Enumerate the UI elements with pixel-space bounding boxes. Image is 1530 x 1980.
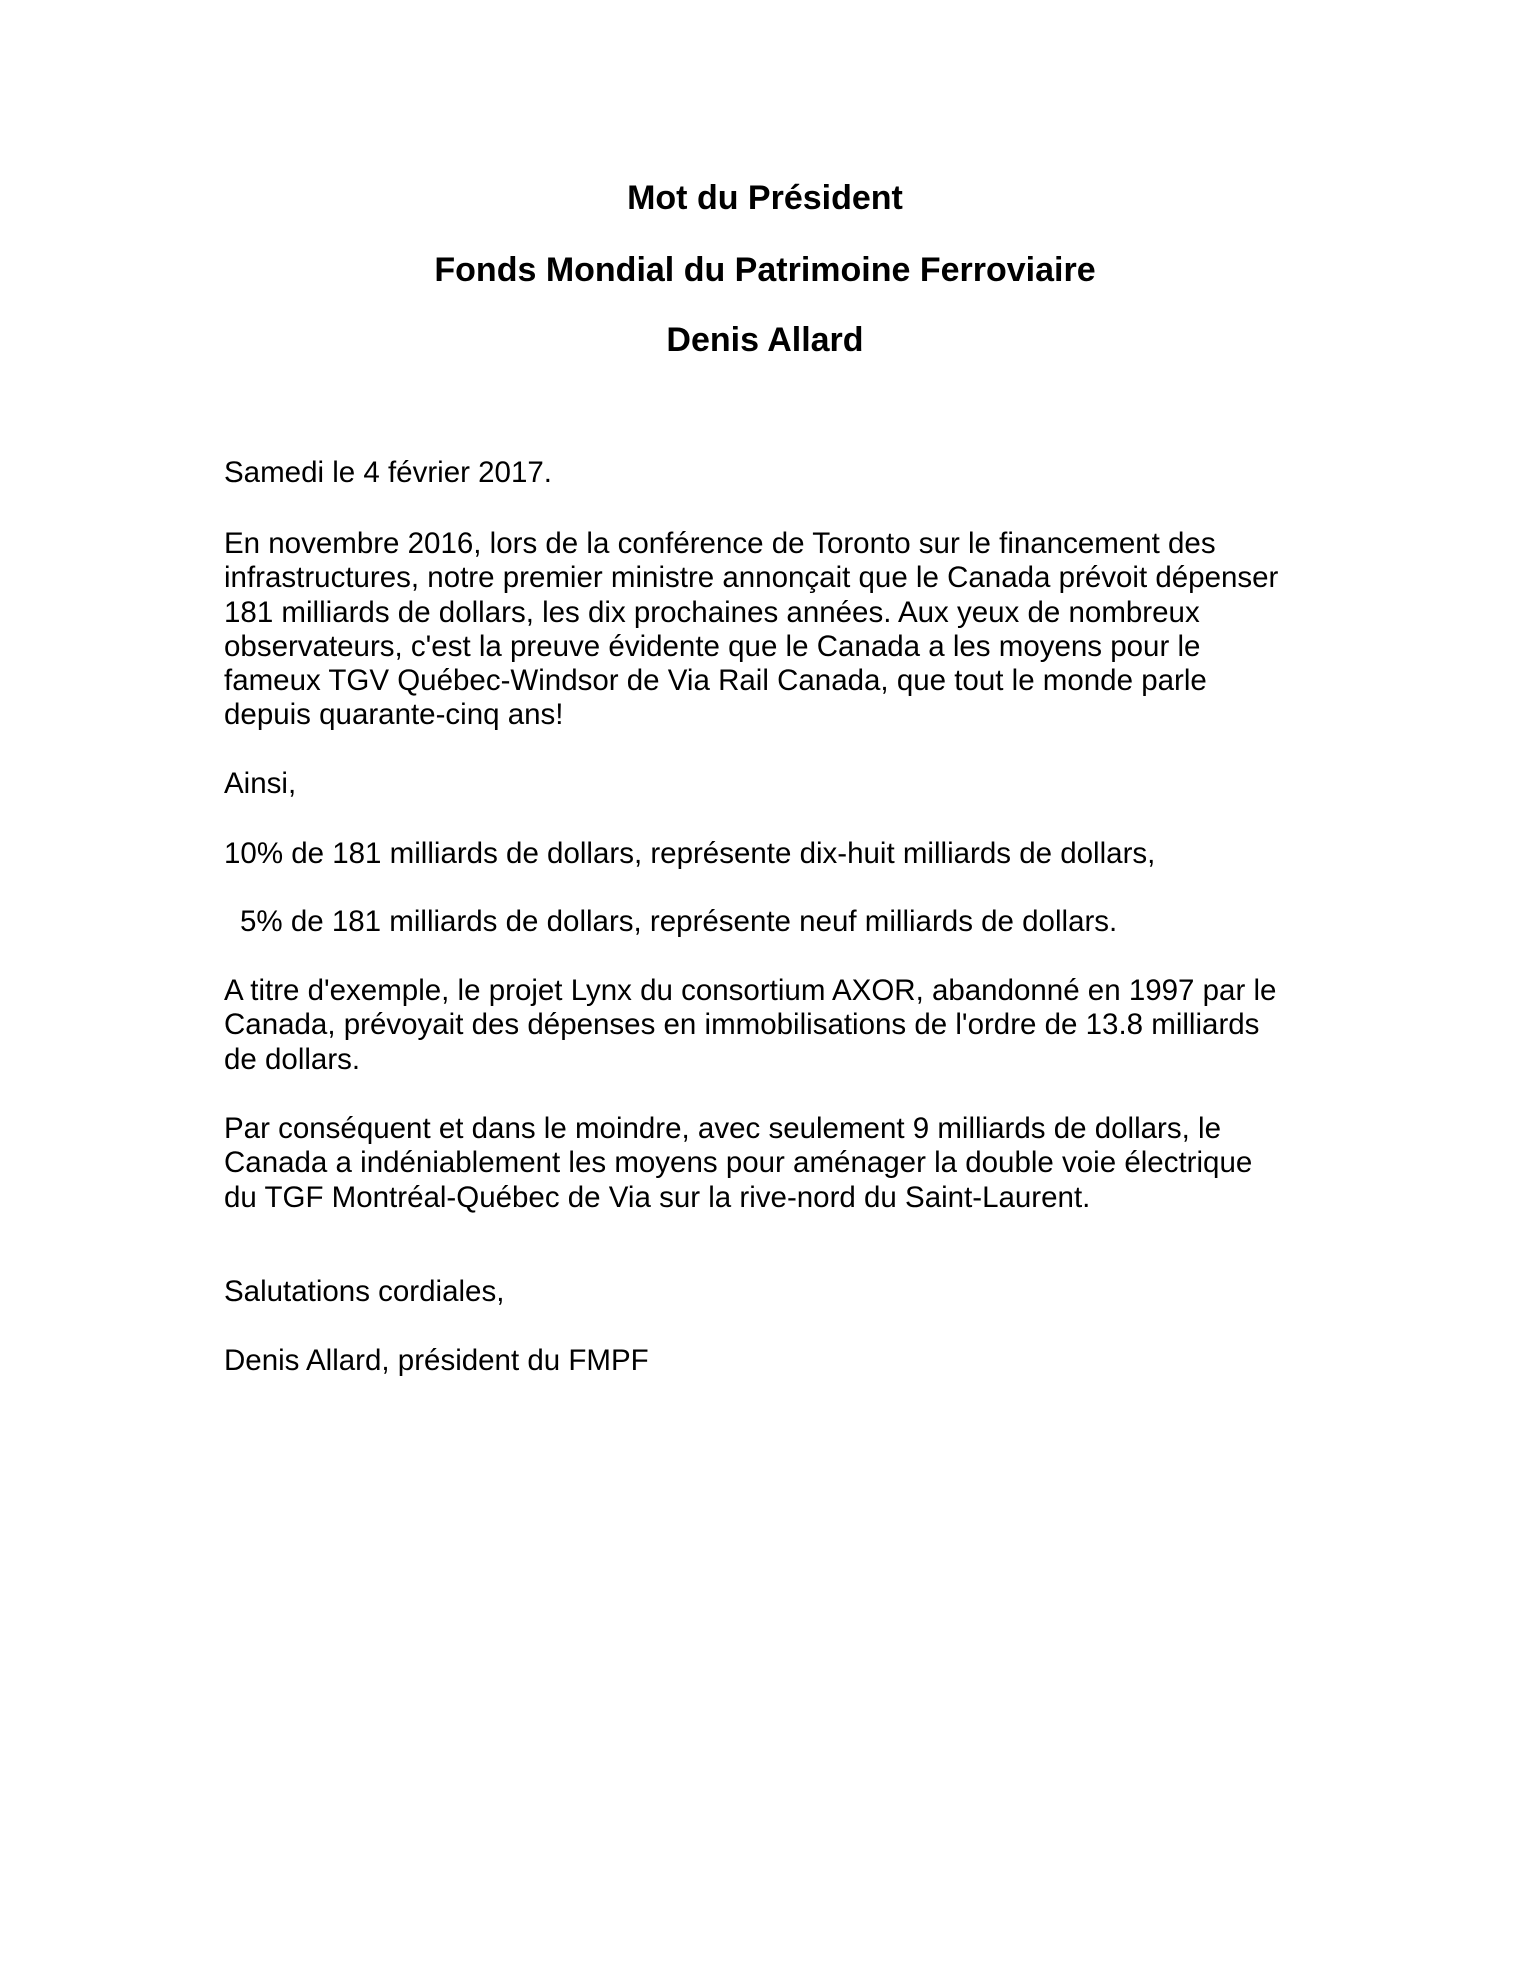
ten-percent-line: 10% de 181 milliards de dollars, représente dix-huit milliards de dollars, xyxy=(224,837,1156,870)
ainsi-paragraph: Ainsi, xyxy=(224,767,297,800)
intro-line: En novembre 2016, lors de la conférence de Toronto sur le financement des xyxy=(224,527,1216,560)
intro-line: infrastructures, notre premier ministre annonçait que le Canada prévoit dépenser xyxy=(224,561,1279,595)
example-line: A titre d'exemple, le projet Lynx du consortium AXOR, abandonné en 1997 par le xyxy=(224,974,1277,1007)
closing-salutation: Salutations cordiales, xyxy=(224,1275,505,1308)
letter-date: Samedi le 4 février 2017. xyxy=(224,456,552,489)
intro-line: 181 milliards de dollars, les dix prochaines années. Aux yeux de nombreux xyxy=(224,595,1200,629)
conclusion-paragraph xyxy=(224,1112,1344,1215)
conclusion-line: Canada a indéniablement les moyens pour aménager la double voie électrique xyxy=(224,1146,1253,1180)
example-line: Canada, prévoyait des dépenses en immobilisations de l'ordre de 13.8 milliards xyxy=(224,1008,1260,1042)
intro-line: fameux TGV Québec-Windsor de Via Rail Canada, que tout le monde parle xyxy=(224,664,1207,698)
conclusion-line: du TGF Montréal-Québec de Via sur la rive-nord du Saint-Laurent. xyxy=(224,1180,1091,1214)
organization-name: Fonds Mondial du Patrimoine Ferroviaire xyxy=(434,251,1096,289)
conclusion-line: Par conséquent et dans le moindre, avec seulement 9 milliards de dollars, le xyxy=(224,1112,1221,1145)
signature-line: Denis Allard, président du FMPF xyxy=(224,1344,649,1377)
example-paragraph xyxy=(224,974,1344,1077)
five-percent-line: 5% de 181 milliards de dollars, représente neuf milliards de dollars. xyxy=(240,905,1118,938)
intro-line: observateurs, c'est la preuve évidente que le Canada a les moyens pour le xyxy=(224,629,1201,663)
intro-line: depuis quarante-cinq ans! xyxy=(224,698,564,732)
document-title: Mot du Président xyxy=(627,179,903,217)
author-name: Denis Allard xyxy=(666,321,864,359)
example-line: de dollars. xyxy=(224,1042,361,1076)
intro-paragraph xyxy=(224,527,1344,733)
